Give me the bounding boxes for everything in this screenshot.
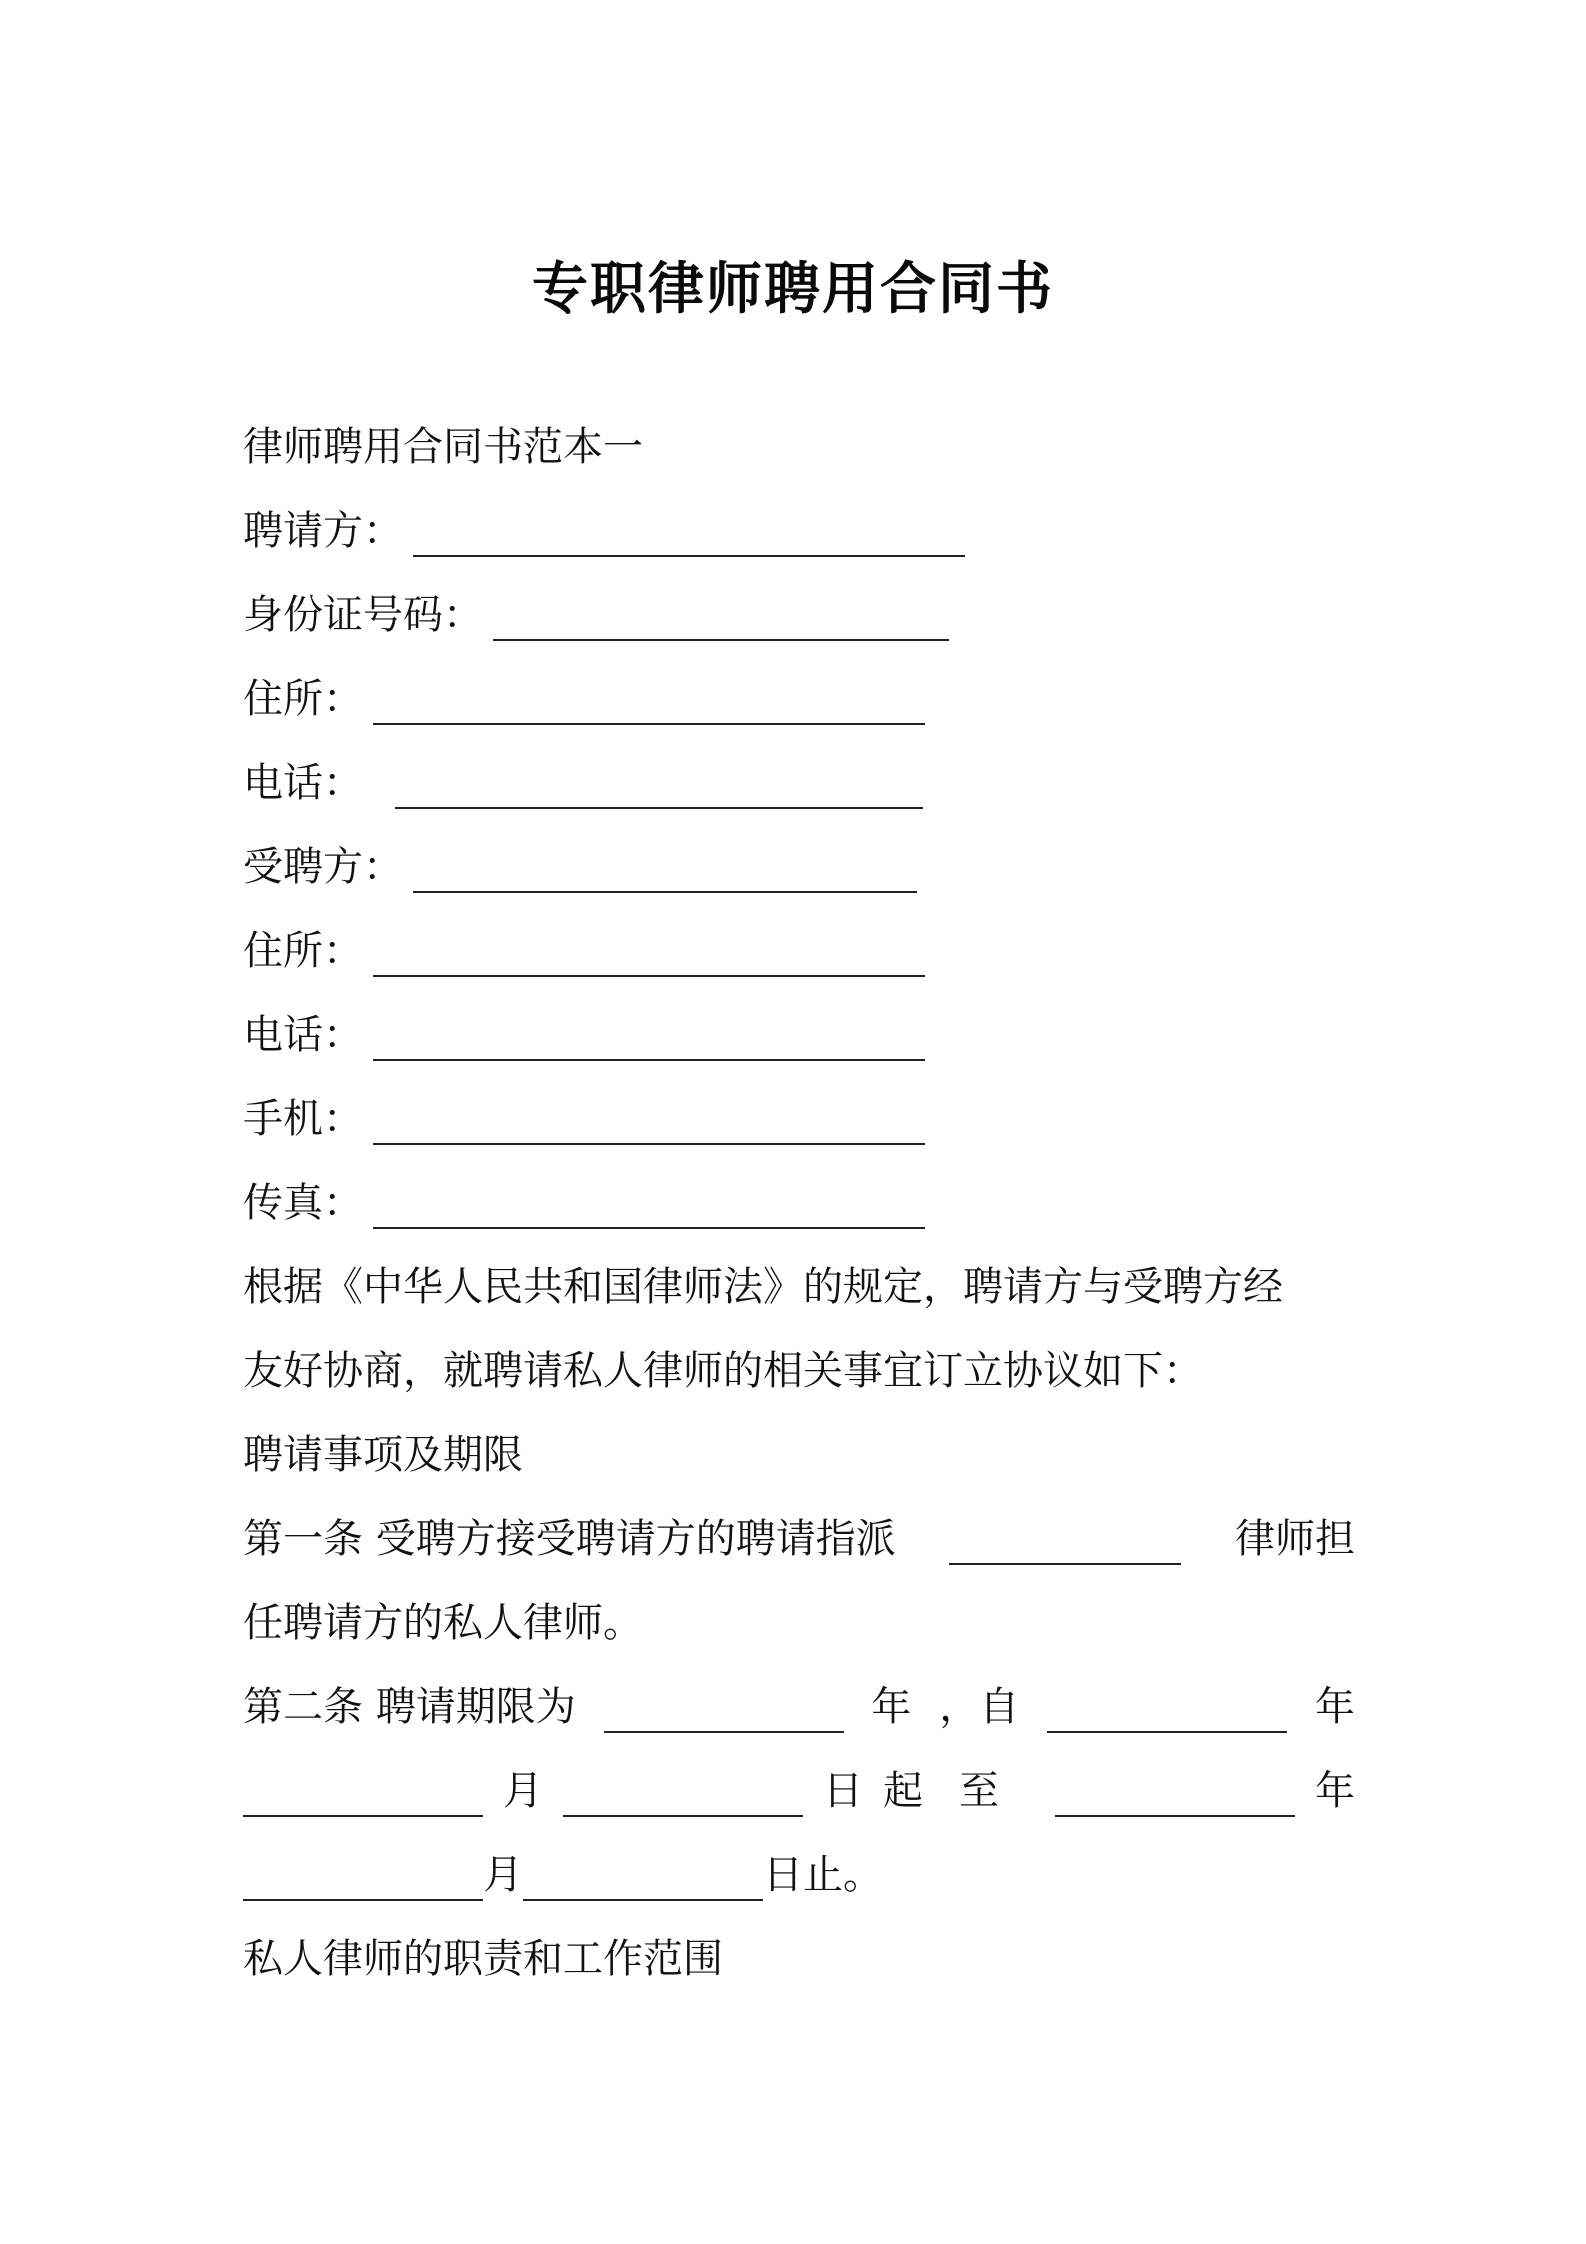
field-label-mobile: 手机： <box>243 1096 363 1142</box>
article-2-day-unit-1: 日 <box>823 1768 863 1814</box>
blank-start-year <box>1047 1665 1287 1749</box>
field-row-employer <box>243 489 1355 573</box>
field-row-employer-address <box>243 657 1355 741</box>
blank-employee <box>413 825 917 909</box>
blank-mobile <box>373 1077 925 1161</box>
field-label-id-number: 身份证号码： <box>243 592 483 638</box>
blank-end-day <box>523 1833 763 1917</box>
article-1-suffix: 律师担 <box>1235 1516 1355 1562</box>
article-2-end: 日止。 <box>763 1852 883 1898</box>
article-2-to: 起至 <box>883 1768 1035 1814</box>
blank-start-day <box>563 1749 803 1833</box>
article-1-continuation: 任聘请方的私人律师。 <box>243 1600 643 1646</box>
blank-employee-phone <box>373 993 925 1077</box>
blank-fax <box>373 1161 925 1245</box>
article-2-line-2 <box>243 1749 1355 1833</box>
article-2-line-3 <box>243 1833 1355 1917</box>
field-row-employee-phone <box>243 993 1355 1077</box>
blank-employer-address <box>373 657 925 741</box>
article-2-prefix: 第二条 聘请期限为 <box>243 1684 576 1730</box>
blank-employer <box>413 489 965 573</box>
article-2-from: ，自 <box>939 1684 1020 1730</box>
field-label-employee-address: 住所： <box>243 928 363 974</box>
document-body <box>243 405 1355 2001</box>
article-2-line-1 <box>243 1665 1355 1749</box>
section-heading-scope-term: 聘请事项及期限 <box>243 1432 523 1478</box>
article-2-month-unit-1: 月 <box>503 1768 543 1814</box>
article-2-year-unit-1: 年 <box>871 1684 912 1730</box>
blank-id-number <box>493 573 949 657</box>
field-row-employer-phone <box>243 741 1355 825</box>
document-subtitle: 律师聘用合同书范本一 <box>243 424 643 470</box>
blank-employer-phone <box>395 741 923 825</box>
field-row-fax <box>243 1161 1355 1245</box>
document-title: 专职律师聘用合同书 <box>532 257 1054 322</box>
blank-start-month <box>243 1749 483 1833</box>
article-2-year-unit-3: 年 <box>1315 1768 1355 1814</box>
intro-line-2: 友好协商，就聘请私人律师的相关事宜订立协议如下： <box>243 1348 1203 1394</box>
intro-line-1: 根据《中华人民共和国律师法》的规定，聘请方与受聘方经 <box>243 1264 1283 1310</box>
field-label-fax: 传真： <box>243 1180 363 1226</box>
field-label-employer-phone: 电话： <box>243 760 363 806</box>
blank-term-years <box>604 1665 844 1749</box>
field-label-employee-phone: 电话： <box>243 1012 363 1058</box>
article-2-month-unit-2: 月 <box>483 1852 523 1898</box>
blank-employee-address <box>373 909 925 993</box>
blank-end-month <box>243 1833 483 1917</box>
field-label-employee: 受聘方： <box>243 844 403 890</box>
blank-appointed-lawyer <box>949 1497 1181 1581</box>
field-row-id-number <box>243 573 1355 657</box>
field-label-employer: 聘请方： <box>243 508 403 554</box>
field-row-employee <box>243 825 1355 909</box>
field-label-employer-address: 住所： <box>243 676 363 722</box>
article-1-prefix: 第一条 受聘方接受聘请方的聘请指派 <box>243 1516 896 1562</box>
article-1-line <box>243 1497 1355 1581</box>
field-row-mobile <box>243 1077 1355 1161</box>
article-2-year-unit-2: 年 <box>1314 1684 1355 1730</box>
blank-end-year <box>1055 1749 1295 1833</box>
section-heading-duties: 私人律师的职责和工作范围 <box>243 1936 723 1982</box>
field-row-employee-address <box>243 909 1355 993</box>
